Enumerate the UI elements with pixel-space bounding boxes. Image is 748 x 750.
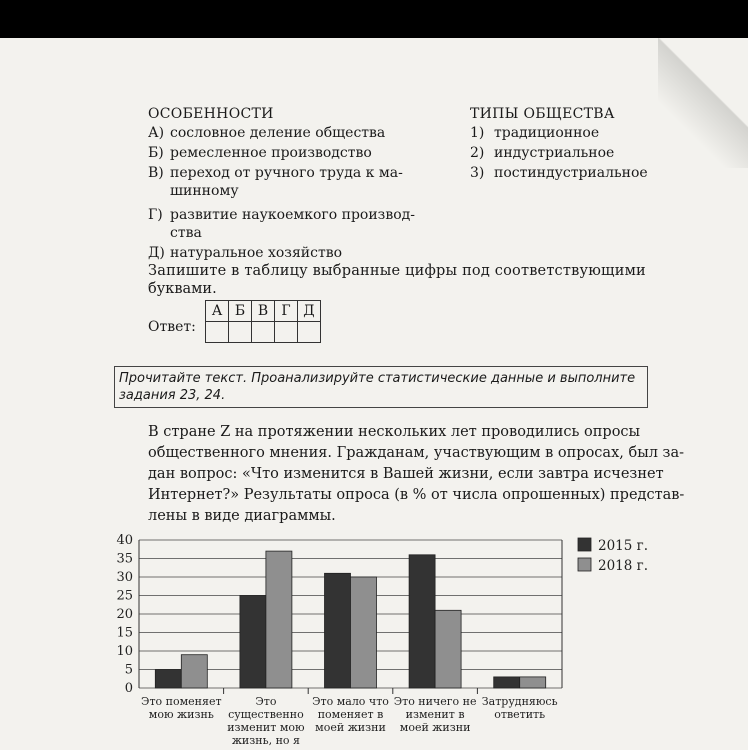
task-line-1: Прочитайте текст. Проанализируйте статистические данные и выполните [119, 371, 636, 386]
paragraph-line-2: общественного мнения. Гражданам, участвующим в опросах, был за- [148, 445, 685, 461]
x-category-label-5-line-2: ответить [494, 708, 546, 721]
y-tick-label-40: 40 [116, 533, 133, 548]
y-tick-label-35: 35 [116, 551, 133, 567]
feature-g-text: развитие наукоемкого производ- [170, 207, 415, 223]
instruction-line-1: Запишите в таблицу выбранные цифры под соответствующими [148, 263, 646, 279]
feature-d-text: натуральное хозяйство [170, 245, 342, 261]
type-3-text: постиндустриальное [494, 165, 648, 181]
y-tick-label-5: 5 [124, 662, 133, 678]
legend-swatch-2015 [578, 538, 591, 551]
x-category-label-2-line-1: Это [255, 695, 277, 708]
x-category-label-4-line-2: изменит в [405, 708, 465, 721]
feature-a-letter: А) [148, 125, 165, 141]
bar-2015-cat-2 [240, 596, 266, 689]
task-line-2: задания 23, 24. [119, 388, 226, 403]
feature-g-letter: Г) [148, 207, 163, 223]
feature-b-text: ремесленное производство [170, 145, 372, 161]
y-tick-label-25: 25 [116, 588, 133, 604]
x-category-label-1-line-2: мою жизнь [148, 708, 214, 721]
feature-v-text: переход от ручного труда к ма- [170, 165, 403, 181]
feature-v-text-cont: шинному [170, 183, 239, 199]
features-header: ОСОБЕННОСТИ [148, 106, 274, 122]
paragraph-line-5: лены в виде диаграммы. [148, 508, 336, 524]
answer-letter-a: А [206, 301, 229, 322]
x-category-label-2-line-3: изменит мою [227, 721, 305, 734]
answer-label: Ответ: [148, 319, 196, 335]
feature-d-letter: Д) [148, 245, 165, 261]
x-category-label-5-line-1: Затрудняюсь [481, 695, 558, 708]
x-category-label-2-line-2: существенно [228, 708, 304, 721]
type-1-num: 1) [470, 125, 485, 141]
instruction-line-2: буквами. [148, 281, 217, 297]
x-category-label-2-line-4: жизнь, но я [231, 734, 300, 747]
y-tick-label-15: 15 [116, 625, 133, 641]
legend-label-2018: 2018 г. [598, 558, 649, 574]
x-category-label-4-line-1: Это ничего не [393, 695, 477, 708]
bar-2015-cat-1 [155, 670, 181, 689]
bar-2015-cat-5 [494, 677, 520, 688]
bar-2018-cat-4 [435, 610, 461, 688]
bar-2015-cat-3 [325, 573, 351, 688]
answer-letter-d: Д [298, 301, 321, 322]
answer-letter-v: В [252, 301, 275, 322]
answer-letter-b: Б [229, 301, 252, 322]
x-category-label-4-line-3: моей жизни [399, 721, 471, 734]
x-category-label-3-line-1: Это мало что [312, 695, 389, 708]
paragraph-line-3: дан вопрос: «Что изменится в Вашей жизни, если завтра исчезнет [148, 466, 664, 482]
y-tick-label-0: 0 [124, 681, 133, 696]
feature-g-text-cont: ства [170, 225, 202, 241]
y-tick-label-20: 20 [116, 607, 133, 622]
type-2-text: индустриальное [494, 145, 615, 161]
legend-swatch-2018 [578, 558, 591, 571]
x-category-label-1-line-1: Это поменяет [141, 695, 222, 708]
paragraph-line-1: В стране Z на протяжении нескольких лет проводились опросы [148, 424, 641, 440]
feature-b-letter: Б) [148, 145, 164, 161]
legend-label-2015: 2015 г. [598, 538, 649, 554]
y-tick-label-30: 30 [116, 570, 133, 585]
bar-2018-cat-3 [351, 577, 377, 688]
x-category-label-3-line-3: моей жизни [315, 721, 386, 734]
feature-v-letter: В) [148, 165, 164, 181]
bar-2015-cat-4 [409, 555, 435, 688]
x-category-label-3-line-2: поменяет в [317, 708, 384, 721]
feature-a-text: сословное деление общества [170, 125, 386, 141]
bar-2018-cat-2 [266, 551, 292, 688]
type-3-num: 3) [470, 165, 485, 181]
types-header: ТИПЫ ОБЩЕСТВА [470, 106, 615, 122]
bar-2018-cat-1 [181, 655, 207, 688]
y-tick-label-10: 10 [116, 644, 133, 659]
bar-2018-cat-5 [520, 677, 546, 688]
type-2-num: 2) [470, 145, 485, 161]
answer-letter-g: Г [275, 301, 298, 322]
type-1-text: традиционное [494, 125, 600, 141]
paragraph-line-4: Интернет?» Результаты опроса (в % от числа опрошенных) представ- [148, 487, 685, 503]
